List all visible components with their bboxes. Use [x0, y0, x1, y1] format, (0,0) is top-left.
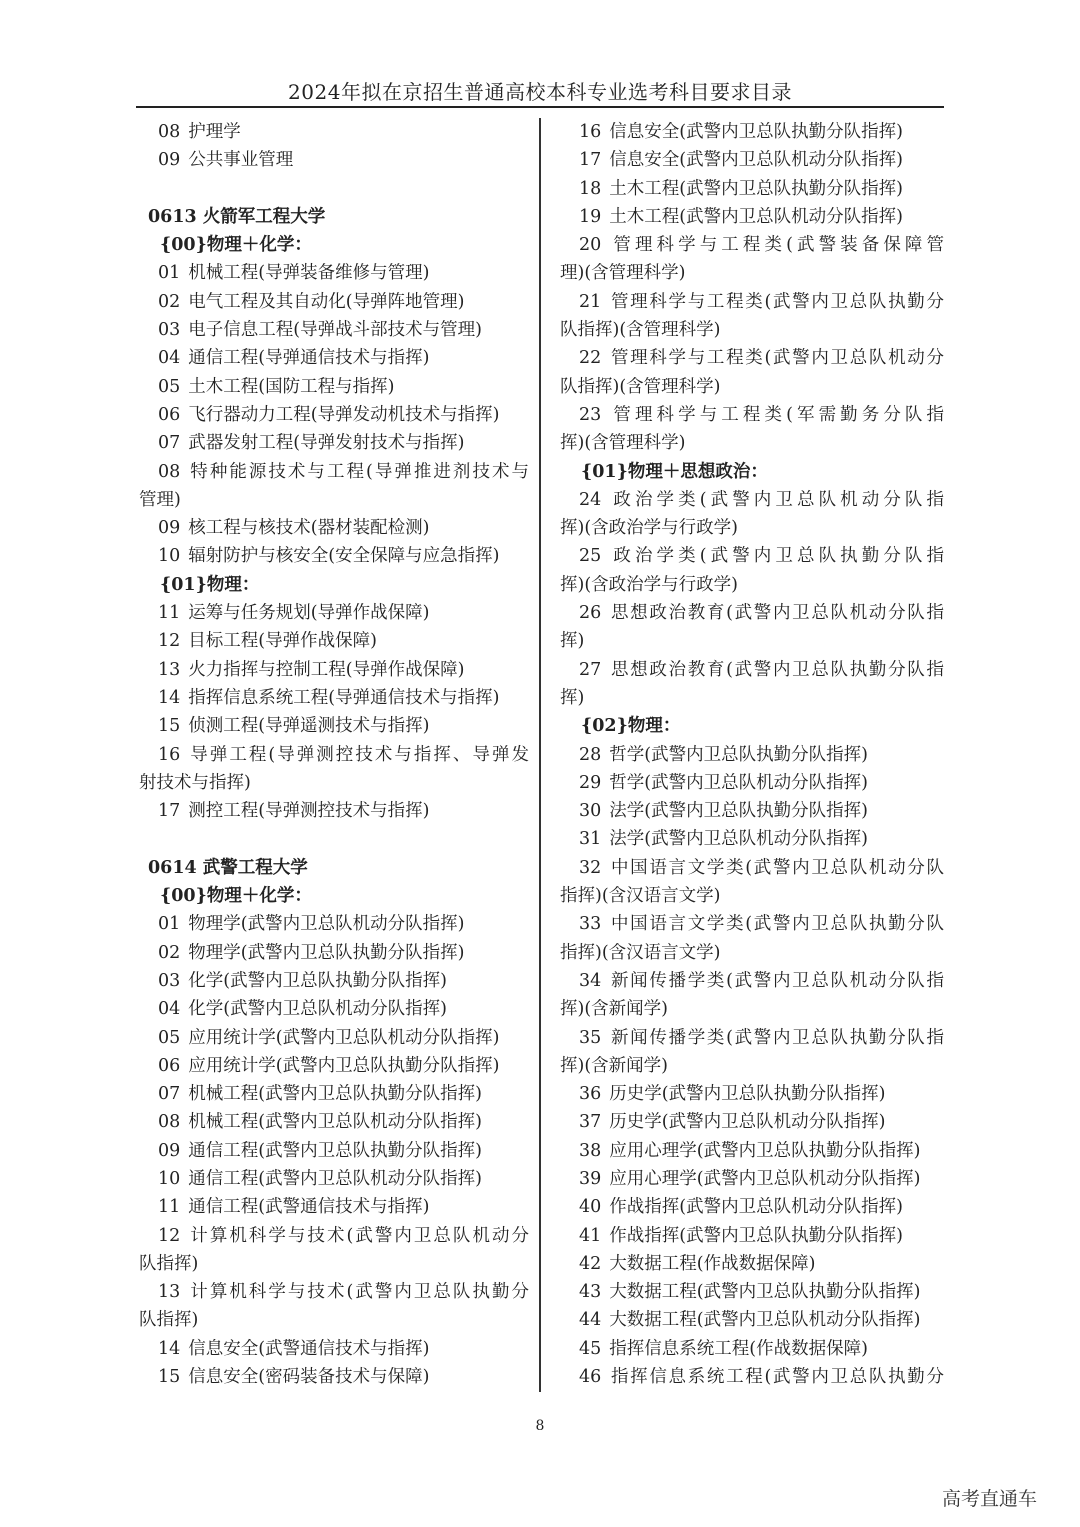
list-item	[139, 146, 529, 174]
item-number: 08	[158, 122, 181, 142]
item-text: 新闻传播学类(武警内卫总队执勤分队指	[609, 1027, 944, 1048]
subject-group-heading: {01}物理＋思想政治：	[581, 461, 768, 482]
list-item	[139, 344, 529, 372]
item-number: 14	[158, 687, 181, 708]
list-item	[560, 486, 944, 514]
list-item-continuation: 挥)(含新闻学)	[560, 1055, 668, 1076]
item-text: 计算机科学与技术(武警内卫总队执勤分	[188, 1282, 529, 1303]
item-text: 机械工程(导弹装备维修与管理)	[188, 263, 430, 284]
item-number: 06	[158, 404, 181, 425]
list-item	[139, 684, 529, 712]
list-item	[139, 741, 529, 769]
list-item	[560, 854, 944, 882]
list-item	[560, 1080, 944, 1108]
item-text: 法学(武警内卫总队机动分队指挥)	[609, 829, 868, 850]
list-item	[139, 939, 529, 967]
item-number: 09	[158, 1140, 181, 1161]
item-number: 09	[158, 518, 181, 539]
list-item	[560, 118, 944, 146]
list-item	[560, 1306, 944, 1334]
item-number: 46	[579, 1367, 602, 1388]
list-item-continuation: 队指挥)	[139, 1253, 199, 1274]
item-text: 土木工程(武警内卫总队机动分队指挥)	[609, 206, 903, 227]
item-text: 导弹工程(导弹测控技术与指挥、导弹发	[188, 744, 529, 765]
list-item	[560, 344, 944, 372]
list-item	[560, 203, 944, 231]
list-item	[139, 910, 529, 938]
item-text: 武器发射工程(导弹发射技术与指挥)	[188, 433, 465, 454]
item-text: 辐射防护与核安全(安全保障与应急指挥)	[188, 546, 500, 567]
item-number: 18	[579, 178, 602, 199]
item-text: 管理科学与工程类(军需勤务分队指	[609, 404, 944, 425]
item-number: 17	[158, 801, 181, 822]
item-number: 21	[579, 291, 602, 312]
list-item	[139, 627, 529, 655]
list-item	[139, 1278, 529, 1306]
list-item	[560, 1108, 944, 1136]
item-number: 12	[158, 631, 181, 652]
list-item	[139, 401, 529, 429]
item-text: 土木工程(武警内卫总队执勤分队指挥)	[609, 178, 903, 199]
item-number: 11	[158, 1197, 181, 1218]
item-number: 27	[579, 659, 602, 680]
list-item	[139, 1137, 529, 1165]
item-number: 20	[579, 235, 602, 256]
item-number: 06	[158, 1055, 181, 1076]
item-text: 应用统计学(武警内卫总队执勤分队指挥)	[188, 1055, 500, 1076]
item-number: 30	[579, 801, 602, 822]
item-number: 10	[158, 546, 181, 567]
item-number: 07	[158, 1084, 181, 1105]
item-number: 37	[579, 1112, 602, 1133]
item-text: 应用统计学(武警内卫总队机动分队指挥)	[188, 1027, 500, 1048]
list-item-continuation: 挥)(含新闻学)	[560, 999, 668, 1020]
item-number: 01	[158, 914, 181, 935]
item-text: 物理学(武警内卫总队机动分队指挥)	[188, 914, 465, 935]
subject-group-heading: {00}物理＋化学：	[160, 235, 312, 256]
list-item	[139, 316, 529, 344]
list-item	[139, 429, 529, 457]
item-text: 哲学(武警内卫总队机动分队指挥)	[609, 772, 868, 793]
list-item	[139, 797, 529, 825]
item-number: 02	[158, 942, 181, 963]
item-text: 指挥信息系统工程(武警内卫总队执勤分	[609, 1367, 944, 1388]
list-item-continuation: 理)(含管理科学)	[560, 263, 686, 284]
list-item	[560, 146, 944, 174]
item-text: 指挥信息系统工程(作战数据保障)	[609, 1338, 868, 1359]
list-item	[560, 1024, 944, 1052]
list-item-continuation: 管理)	[139, 489, 181, 510]
column-divider	[539, 118, 541, 1392]
item-number: 39	[579, 1168, 602, 1189]
item-number: 23	[579, 404, 602, 425]
item-text: 火力指挥与控制工程(导弹作战保障)	[188, 659, 465, 680]
list-item-continuation: 射技术与指挥)	[139, 772, 251, 793]
list-item	[139, 1222, 529, 1250]
item-text: 通信工程(武警内卫总队执勤分队指挥)	[188, 1140, 482, 1161]
list-item	[560, 769, 944, 797]
watermark: 高考直通车	[942, 1488, 1038, 1510]
item-text: 飞行器动力工程(导弹发动机技术与指挥)	[188, 404, 500, 425]
item-text: 大数据工程(武警内卫总队执勤分队指挥)	[609, 1282, 921, 1303]
list-item	[139, 712, 529, 740]
list-item	[139, 1165, 529, 1193]
item-text: 运筹与任务规划(导弹作战保障)	[188, 603, 430, 624]
item-text: 作战指挥(武警内卫总队机动分队指挥)	[609, 1197, 903, 1218]
item-text: 土木工程(国防工程与指挥)	[188, 376, 395, 397]
item-number: 08	[158, 461, 181, 482]
university-heading: 0614 武警工程大学	[148, 857, 308, 878]
item-number: 04	[158, 348, 181, 369]
item-number: 14	[158, 1338, 181, 1359]
list-item	[139, 514, 529, 542]
list-item	[560, 1278, 944, 1306]
list-item	[139, 1193, 529, 1221]
page-number: 8	[535, 1418, 545, 1434]
item-text: 特种能源技术与工程(导弹推进剂技术与	[188, 461, 529, 482]
list-item	[139, 1363, 529, 1391]
item-number: 26	[579, 603, 602, 624]
item-text: 大数据工程(作战数据保障)	[609, 1253, 816, 1274]
list-item	[560, 967, 944, 995]
list-item	[560, 910, 944, 938]
list-item-continuation: 队指挥)(含管理科学)	[560, 320, 721, 341]
list-item	[560, 1250, 944, 1278]
list-item	[139, 599, 529, 627]
item-number: 10	[158, 1168, 181, 1189]
item-text: 机械工程(武警内卫总队机动分队指挥)	[188, 1112, 482, 1133]
item-text: 历史学(武警内卫总队机动分队指挥)	[609, 1112, 886, 1133]
item-text: 目标工程(导弹作战保障)	[188, 631, 377, 652]
document-title: 2024年拟在京招生普通高校本科专业选考科目要求目录	[288, 80, 792, 104]
left-column	[139, 118, 529, 1391]
item-text: 核工程与核技术(器材装配检测)	[188, 518, 430, 539]
item-text: 通信工程(武警内卫总队机动分队指挥)	[188, 1168, 482, 1189]
list-item	[139, 1052, 529, 1080]
item-text: 思想政治教育(武警内卫总队机动分队指	[609, 603, 944, 624]
item-text: 物理学(武警内卫总队执勤分队指挥)	[188, 942, 465, 963]
item-number: 02	[158, 291, 181, 312]
item-text: 信息安全(武警内卫总队机动分队指挥)	[609, 150, 903, 171]
item-number: 05	[158, 1027, 181, 1048]
list-item	[139, 656, 529, 684]
list-item	[560, 1193, 944, 1221]
item-text: 中国语言文学类(武警内卫总队执勤分队	[609, 914, 944, 935]
list-item-continuation: 指挥)(含汉语言文学)	[560, 942, 721, 963]
list-item	[139, 1108, 529, 1136]
item-number: 33	[579, 914, 602, 935]
item-text: 计算机科学与技术(武警内卫总队机动分	[188, 1225, 529, 1246]
item-text: 机械工程(武警内卫总队执勤分队指挥)	[188, 1084, 482, 1105]
item-text: 管理科学与工程类(武警内卫总队机动分	[609, 348, 944, 369]
item-number: 13	[158, 1282, 181, 1303]
item-text: 政治学类(武警内卫总队执勤分队指	[609, 546, 944, 567]
list-item	[560, 1165, 944, 1193]
item-number: 08	[158, 1112, 181, 1133]
list-item	[139, 288, 529, 316]
list-item	[139, 1024, 529, 1052]
item-number: 12	[158, 1225, 181, 1246]
list-item	[560, 797, 944, 825]
item-text: 指挥信息系统工程(导弹通信技术与指挥)	[188, 687, 500, 708]
list-item	[139, 373, 529, 401]
list-item	[560, 741, 944, 769]
item-number: 43	[579, 1282, 602, 1303]
item-number: 41	[579, 1225, 602, 1246]
list-item	[560, 288, 944, 316]
item-number: 35	[579, 1027, 602, 1048]
item-number: 03	[158, 970, 181, 991]
subject-group-heading: {01}物理：	[160, 574, 260, 595]
list-item	[560, 1222, 944, 1250]
item-text: 公共事业管理	[188, 150, 294, 171]
item-number: 45	[579, 1338, 602, 1359]
item-text: 化学(武警内卫总队机动分队指挥)	[188, 999, 447, 1020]
list-item	[139, 458, 529, 486]
item-text: 管理科学与工程类(武警内卫总队执勤分	[609, 291, 944, 312]
item-number: 09	[158, 150, 181, 171]
list-item	[139, 118, 529, 146]
subject-group-heading: {00}物理＋化学：	[160, 886, 312, 907]
item-number: 38	[579, 1140, 602, 1161]
blank-line	[139, 825, 529, 853]
item-number: 36	[579, 1084, 602, 1105]
item-text: 信息安全(密码装备技术与保障)	[188, 1367, 430, 1388]
list-item	[560, 1363, 944, 1391]
item-text: 作战指挥(武警内卫总队执勤分队指挥)	[609, 1225, 903, 1246]
item-number: 28	[579, 744, 602, 765]
list-item	[560, 401, 944, 429]
list-item-continuation: 队指挥)(含管理科学)	[560, 376, 721, 397]
item-text: 信息安全(武警通信技术与指挥)	[188, 1338, 430, 1359]
item-number: 29	[579, 772, 602, 793]
university-heading: 0613 火箭军工程大学	[148, 206, 326, 227]
item-number: 16	[579, 122, 602, 142]
list-item-continuation: 挥)	[560, 687, 585, 708]
item-number: 13	[158, 659, 181, 680]
item-text: 电子信息工程(导弹战斗部技术与管理)	[188, 320, 482, 341]
item-text: 法学(武警内卫总队执勤分队指挥)	[609, 801, 868, 822]
subject-group-heading: {02}物理：	[581, 716, 681, 737]
item-number: 22	[579, 348, 602, 369]
item-text: 护理学	[188, 122, 241, 142]
item-number: 44	[579, 1310, 602, 1331]
list-item	[139, 967, 529, 995]
item-number: 19	[579, 206, 602, 227]
item-text: 通信工程(导弹通信技术与指挥)	[188, 348, 430, 369]
list-item	[560, 542, 944, 570]
item-number: 11	[158, 603, 181, 624]
item-number: 17	[579, 150, 602, 171]
item-text: 大数据工程(武警内卫总队机动分队指挥)	[609, 1310, 921, 1331]
item-number: 25	[579, 546, 602, 567]
list-item	[560, 1335, 944, 1363]
item-text: 历史学(武警内卫总队执勤分队指挥)	[609, 1084, 886, 1105]
item-number: 40	[579, 1197, 602, 1218]
list-item	[139, 542, 529, 570]
item-text: 信息安全(武警内卫总队执勤分队指挥)	[609, 122, 903, 142]
item-text: 应用心理学(武警内卫总队机动分队指挥)	[609, 1168, 921, 1189]
list-item	[139, 259, 529, 287]
list-item-continuation: 指挥)(含汉语言文学)	[560, 886, 721, 907]
list-item	[560, 599, 944, 627]
list-item	[139, 1335, 529, 1363]
item-number: 05	[158, 376, 181, 397]
item-text: 通信工程(武警通信技术与指挥)	[188, 1197, 430, 1218]
list-item	[560, 231, 944, 259]
item-number: 32	[579, 857, 602, 878]
item-text: 政治学类(武警内卫总队机动分队指	[609, 489, 944, 510]
item-number: 24	[579, 489, 602, 510]
item-number: 07	[158, 433, 181, 454]
item-text: 侦测工程(导弹遥测技术与指挥)	[188, 716, 430, 737]
item-text: 管理科学与工程类(武警装备保障管	[609, 235, 944, 256]
list-item	[139, 1080, 529, 1108]
list-item	[560, 656, 944, 684]
item-number: 04	[158, 999, 181, 1020]
list-item-continuation: 挥)(含政治学与行政学)	[560, 574, 738, 595]
item-text: 思想政治教育(武警内卫总队执勤分队指	[609, 659, 944, 680]
list-item	[560, 1137, 944, 1165]
item-text: 哲学(武警内卫总队执勤分队指挥)	[609, 744, 868, 765]
list-item-continuation: 挥)	[560, 631, 585, 652]
item-number: 42	[579, 1253, 602, 1274]
list-item-continuation: 挥)(含管理科学)	[560, 433, 686, 454]
list-item-continuation: 挥)(含政治学与行政学)	[560, 518, 738, 539]
list-item	[139, 995, 529, 1023]
item-text: 中国语言文学类(武警内卫总队机动分队	[609, 857, 944, 878]
item-text: 电气工程及其自动化(导弹阵地管理)	[188, 291, 465, 312]
list-item-continuation: 队指挥)	[139, 1310, 199, 1331]
item-text: 应用心理学(武警内卫总队执勤分队指挥)	[609, 1140, 921, 1161]
right-column	[560, 118, 944, 1391]
blank-line	[139, 175, 529, 203]
item-number: 03	[158, 320, 181, 341]
item-number: 16	[158, 744, 181, 765]
item-text: 化学(武警内卫总队执勤分队指挥)	[188, 970, 447, 991]
item-number: 31	[579, 829, 602, 850]
item-text: 测控工程(导弹测控技术与指挥)	[188, 801, 430, 822]
item-number: 15	[158, 716, 181, 737]
item-text: 新闻传播学类(武警内卫总队机动分队指	[609, 970, 944, 991]
item-number: 34	[579, 970, 602, 991]
list-item	[560, 825, 944, 853]
item-number: 15	[158, 1367, 181, 1388]
list-item	[560, 175, 944, 203]
header-rule	[136, 106, 944, 108]
item-number: 01	[158, 263, 181, 284]
